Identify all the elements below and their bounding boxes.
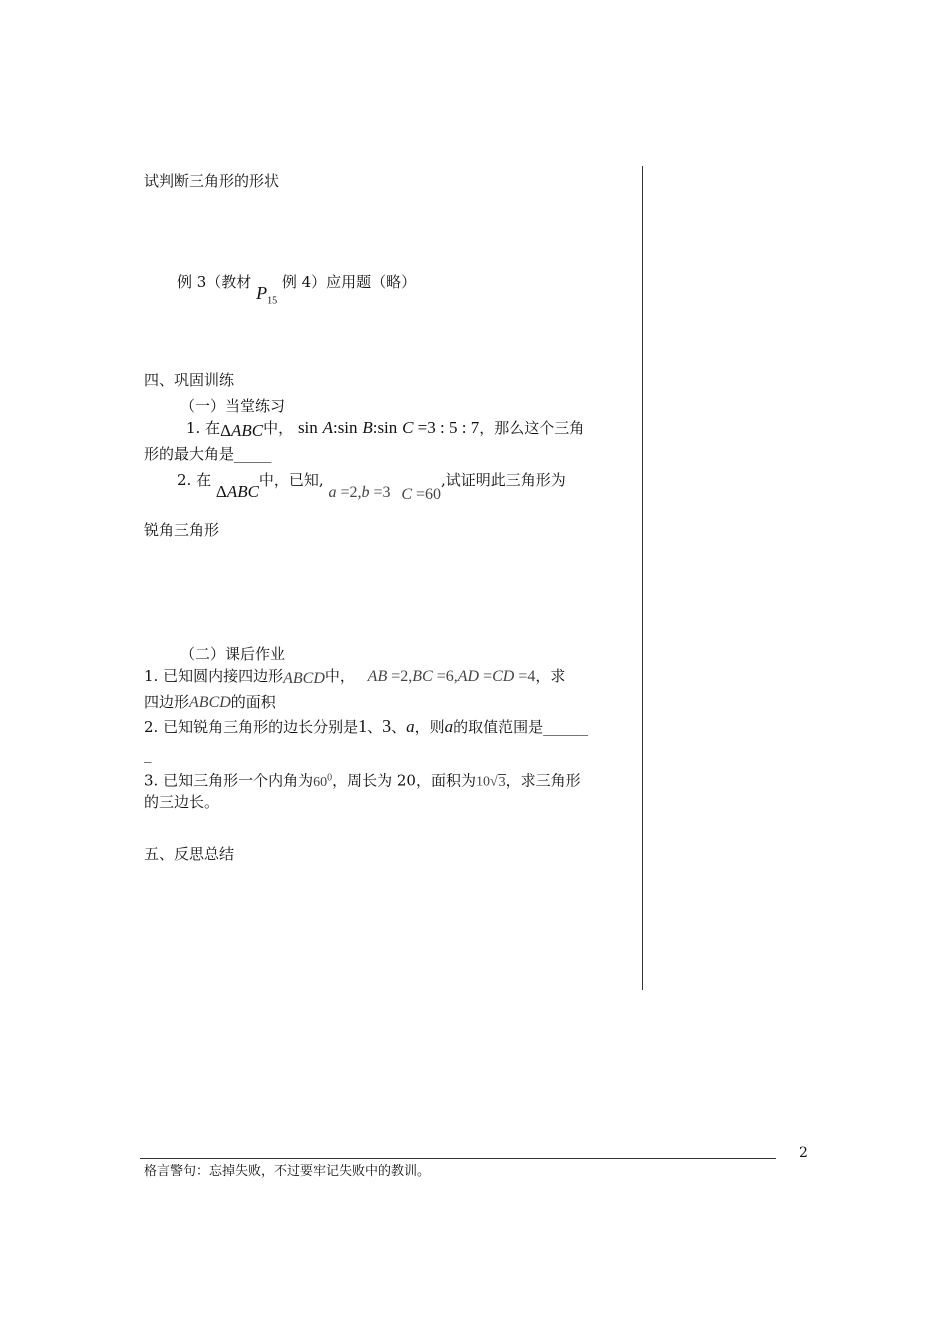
- question-2: 2. 在 ΔABC中，已知, a =2,b =3 C =60,试证明此三角形为: [177, 471, 566, 503]
- homework-1: 1. 已知圆内接四边形ABCD中， AB =2,BC =6,AD =CD =4，求: [144, 667, 566, 687]
- footer-quote: 格言警句：忘掉失败，不过要牢记失败中的教训。: [144, 1164, 431, 1179]
- page-number: 2: [799, 1145, 808, 1161]
- textbook-page-ref: $P_{15}$: [256, 283, 278, 307]
- homework-1-line-2: 四边形ABCD的面积: [144, 693, 276, 711]
- homework-3-line-2: 的三边长。: [144, 793, 220, 811]
- homework-2-line-2: _: [144, 745, 152, 763]
- homework-3: 3. 已知三角形一个内角为$60^0$，周长为 20，面积为10√3，求三角形: [144, 771, 581, 790]
- footer-rule: [140, 1158, 776, 1159]
- question-1-line-2: 形的最大角是_____: [144, 445, 272, 463]
- vertical-rule: [642, 166, 643, 990]
- intro-text: 试判断三角形的形状: [144, 172, 280, 190]
- question-1: 1. 在ΔABC中， sin A:sin B:sin C =3 : 5 : 7，那么这个三角: [186, 418, 585, 440]
- homework-2: 2. 已知锐角三角形的边长分别是1、3、a，则a的取值范围是______: [144, 716, 589, 736]
- section-4-title: 四、巩固训练: [144, 371, 235, 389]
- homework-subtitle: （二）课后作业: [180, 645, 286, 663]
- example-3-prefix: 例 3（教材: [177, 273, 252, 291]
- example-3: [177, 271, 417, 307]
- section-5-title: 五、反思总结: [144, 845, 235, 863]
- question-2-line-2: 锐角三角形: [144, 521, 220, 539]
- example-3-suffix: 例 4）应用题（略）: [281, 273, 417, 291]
- practice-subtitle: （一）当堂练习: [180, 397, 286, 415]
